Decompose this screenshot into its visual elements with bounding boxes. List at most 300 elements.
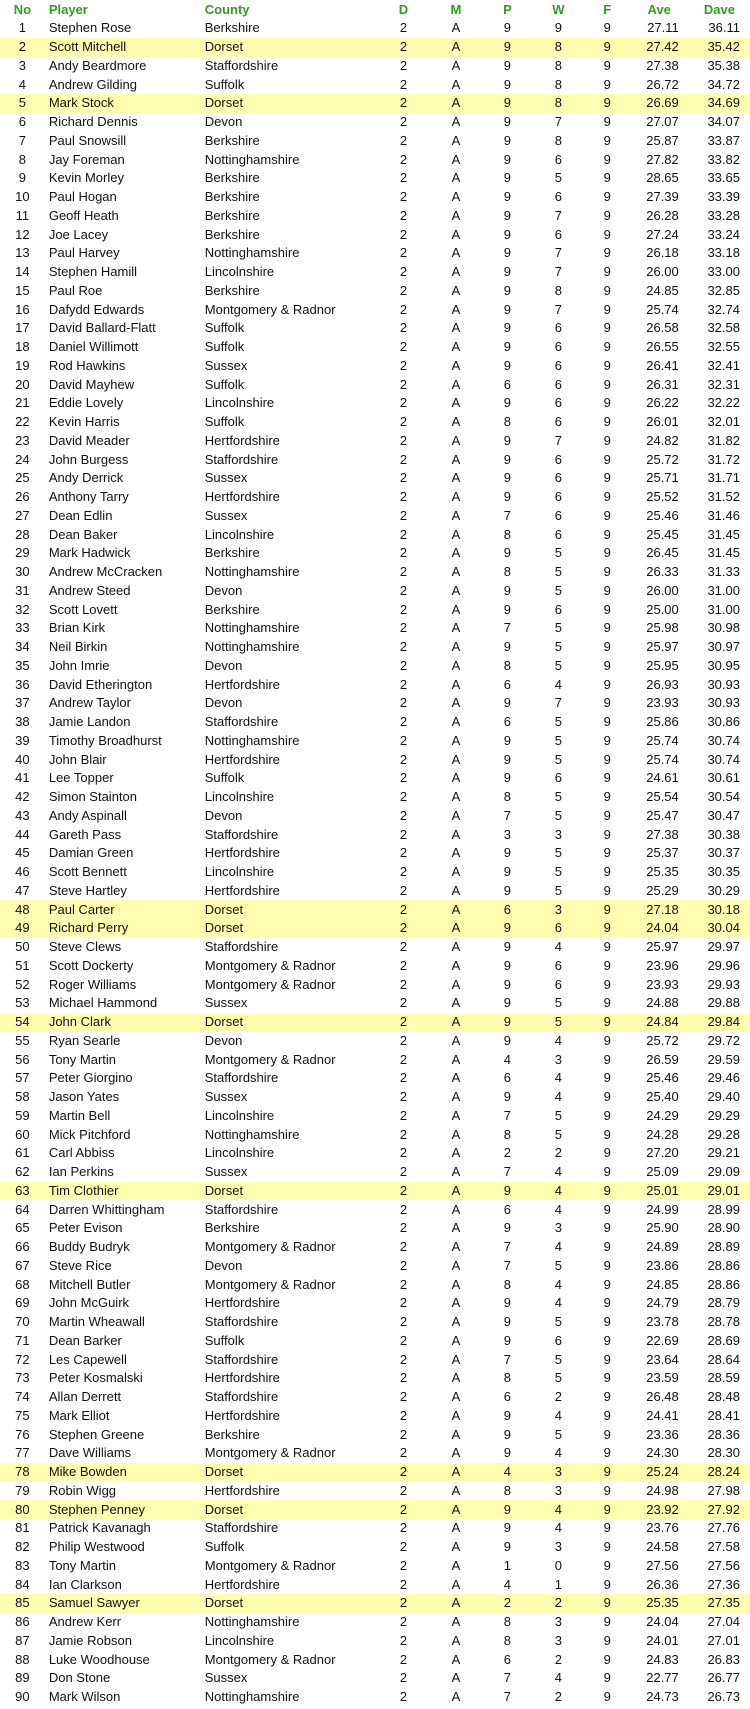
cell-county: Suffolk	[204, 770, 245, 786]
cell-ave: 24.04	[630, 919, 689, 938]
cell-dave: 33.18	[707, 245, 740, 261]
cell-dave: 34.72	[707, 76, 740, 92]
cell-p: 9	[503, 189, 512, 205]
cell-dave: 32.55	[707, 339, 740, 355]
cell-player: Simon Stainton	[48, 789, 137, 805]
cell-no: 31	[15, 582, 30, 598]
table-row	[0, 94, 750, 113]
cell-w: 7	[554, 114, 562, 130]
table-row	[0, 1032, 750, 1051]
cell-d: 2	[399, 732, 408, 748]
cell-f: 9	[603, 1220, 611, 1236]
cell-county: Devon	[204, 807, 243, 823]
cell-dave: 28.89	[707, 1239, 740, 1255]
cell-m: A	[451, 264, 461, 280]
cell-f: 9	[603, 1351, 611, 1367]
cell-m: A	[451, 1426, 461, 1442]
cell-county: Montgomery & Radnor	[204, 1445, 336, 1461]
cell-ave: 22.69	[646, 1332, 679, 1348]
cell-p: 9	[503, 1426, 512, 1442]
cell-player: Andrew Steed	[48, 582, 131, 598]
cell-ave: 24.82	[646, 432, 679, 448]
cell-player: Andrew McCracken	[48, 564, 163, 580]
cell-dave: 27.92	[689, 1500, 750, 1519]
cell-f: 9	[603, 1614, 611, 1630]
cell-no: 69	[15, 1295, 30, 1311]
cell-player: Jay Foreman	[48, 151, 125, 167]
table-row	[0, 807, 750, 826]
cell-p: 9	[483, 38, 532, 57]
cell-county: Hertfordshire	[204, 882, 280, 898]
cell-no: 13	[15, 245, 30, 261]
cell-p: 9	[503, 132, 512, 148]
cell-county: Hertfordshire	[204, 1576, 280, 1592]
table-row	[0, 1200, 750, 1219]
cell-m: A	[451, 114, 461, 130]
cell-w: 5	[554, 620, 562, 636]
cell-dave: 33.24	[707, 226, 740, 242]
cell-dave: 32.58	[707, 320, 740, 336]
cell-county: Staffordshire	[204, 1314, 279, 1330]
cell-f: 9	[603, 657, 611, 673]
cell-w: 6	[554, 451, 562, 467]
table-row	[0, 1069, 750, 1088]
cell-ave: 26.36	[646, 1576, 679, 1592]
cell-p: 9	[503, 57, 512, 73]
cell-f: 9	[603, 1670, 611, 1686]
cell-w: 3	[554, 1482, 562, 1498]
cell-player: Paul Harvey	[48, 245, 120, 261]
cell-p: 9	[483, 1182, 532, 1201]
cell-no: 67	[15, 1257, 30, 1273]
cell-no: 74	[15, 1389, 30, 1405]
cell-county: Berkshire	[204, 132, 260, 148]
cell-p: 9	[503, 1445, 512, 1461]
cell-player: Michael Hammond	[48, 995, 158, 1011]
cell-county: Dorset	[203, 1594, 378, 1613]
cell-ave: 24.79	[646, 1295, 679, 1311]
table-row	[0, 1050, 750, 1069]
cell-player: Joe Lacey	[48, 226, 109, 242]
cell-f: 9	[585, 1182, 630, 1201]
table-row	[0, 75, 750, 94]
cell-county: Lincolnshire	[204, 264, 275, 280]
table-row	[0, 1388, 750, 1407]
cell-w: 5	[554, 1314, 562, 1330]
cell-no: 85	[0, 1594, 45, 1613]
cell-county: Nottinghamshire	[204, 151, 300, 167]
cell-player: Dean Baker	[48, 526, 118, 542]
cell-ave: 26.01	[646, 414, 679, 430]
cell-dave: 31.71	[707, 470, 740, 486]
cell-w: 5	[554, 864, 562, 880]
cell-p: 9	[503, 114, 512, 130]
cell-no: 56	[15, 1051, 30, 1067]
cell-f: 9	[603, 882, 611, 898]
cell-no: 68	[15, 1276, 30, 1292]
cell-d: 2	[399, 939, 408, 955]
cell-county: Montgomery & Radnor	[204, 1276, 336, 1292]
table-row	[0, 788, 750, 807]
cell-d: 2	[399, 20, 408, 36]
cell-d: 2	[399, 770, 408, 786]
cell-f: 9	[603, 620, 611, 636]
cell-player: Andy Aspinall	[48, 807, 127, 823]
cell-dave: 31.46	[707, 507, 740, 523]
cell-m: A	[451, 1632, 461, 1648]
cell-w: 4	[554, 1670, 562, 1686]
cell-no: 53	[15, 995, 30, 1011]
cell-no: 83	[15, 1557, 30, 1573]
cell-county: Suffolk	[204, 1539, 245, 1555]
cell-player: Darren Whittingham	[48, 1201, 165, 1217]
cell-dave: 28.48	[707, 1389, 740, 1405]
cell-no: 46	[15, 864, 30, 880]
cell-m: A	[451, 1220, 461, 1236]
cell-player: Stephen Penney	[45, 1500, 203, 1519]
cell-w: 7	[554, 245, 562, 261]
cell-ave: 25.74	[646, 732, 679, 748]
cell-w: 5	[532, 1013, 585, 1032]
cell-f: 9	[603, 1445, 611, 1461]
cell-f: 9	[603, 1426, 611, 1442]
cell-m: A	[451, 151, 461, 167]
cell-w: 5	[554, 714, 562, 730]
cell-p: 9	[503, 639, 512, 655]
cell-ave: 25.52	[646, 489, 679, 505]
cell-m: A	[429, 1182, 483, 1201]
cell-f: 9	[603, 282, 611, 298]
cell-dave: 27.58	[707, 1539, 740, 1555]
cell-ave: 26.18	[646, 245, 679, 261]
cell-player: Scott Lovett	[48, 601, 118, 617]
cell-w: 8	[554, 76, 562, 92]
table-row	[0, 1238, 750, 1257]
cell-d: 2	[399, 545, 408, 561]
cell-m: A	[451, 1164, 461, 1180]
cell-m: A	[451, 1670, 461, 1686]
cell-p: 7	[503, 1351, 512, 1367]
cell-w: 1	[554, 1576, 562, 1592]
cell-county: Lincolnshire	[204, 1632, 275, 1648]
cell-p: 9	[503, 320, 512, 336]
cell-ave: 25.95	[646, 657, 679, 673]
cell-no: 14	[15, 264, 30, 280]
cell-m: A	[451, 1332, 461, 1348]
cell-m: A	[451, 1051, 461, 1067]
cell-no: 24	[15, 451, 30, 467]
cell-ave: 26.69	[630, 94, 689, 113]
cell-dave: 29.46	[707, 1070, 740, 1086]
cell-w: 2	[554, 1689, 562, 1705]
cell-no: 70	[15, 1314, 30, 1330]
cell-player: Geoff Heath	[48, 207, 119, 223]
cell-dave: 30.61	[707, 770, 740, 786]
cell-ave: 26.45	[646, 545, 679, 561]
cell-m: A	[451, 807, 461, 823]
cell-m: A	[451, 545, 461, 561]
cell-dave: 32.85	[707, 282, 740, 298]
cell-d: 2	[399, 226, 408, 242]
cell-d: 2	[399, 1557, 408, 1573]
cell-dave: 29.72	[707, 1032, 740, 1048]
cell-w: 4	[554, 939, 562, 955]
cell-p: 9	[503, 339, 512, 355]
cell-county: Sussex	[204, 357, 248, 373]
cell-dave: 27.76	[707, 1520, 740, 1536]
cell-dave: 30.18	[689, 900, 750, 919]
cell-m: A	[451, 732, 461, 748]
cell-w: 3	[554, 1051, 562, 1067]
cell-w: 5	[554, 807, 562, 823]
table-row	[0, 694, 750, 713]
cell-dave: 29.28	[707, 1126, 740, 1142]
cell-p: 7	[503, 1239, 512, 1255]
cell-w: 2	[554, 1651, 562, 1667]
cell-w: 6	[554, 339, 562, 355]
cell-no: 88	[15, 1651, 30, 1667]
cell-m: A	[451, 751, 461, 767]
cell-p: 8	[503, 1614, 512, 1630]
cell-dave: 31.72	[707, 451, 740, 467]
cell-w: 5	[554, 751, 562, 767]
cell-p: 9	[503, 582, 512, 598]
cell-ave: 25.86	[646, 714, 679, 730]
cell-m: A	[429, 919, 483, 938]
cell-m: A	[451, 1520, 461, 1536]
cell-w: 7	[554, 264, 562, 280]
cell-ave: 26.93	[646, 676, 679, 692]
table-row	[0, 488, 750, 507]
cell-player: Martin Wheawall	[48, 1314, 145, 1330]
cell-f: 9	[603, 57, 611, 73]
cell-dave: 33.82	[707, 151, 740, 167]
cell-dave: 30.74	[707, 751, 740, 767]
cell-d: 2	[399, 1332, 408, 1348]
cell-county: Nottinghamshire	[204, 732, 300, 748]
cell-no: 87	[15, 1632, 30, 1648]
table-row	[0, 1013, 750, 1032]
cell-no: 75	[15, 1407, 30, 1423]
cell-f: 9	[603, 845, 611, 861]
table-body	[0, 19, 750, 1707]
cell-m: A	[451, 282, 461, 298]
cell-p: 6	[503, 1201, 512, 1217]
cell-m: A	[451, 976, 461, 992]
cell-d: 2	[399, 207, 408, 223]
cell-w: 5	[554, 789, 562, 805]
cell-p: 6	[503, 1070, 512, 1086]
cell-m: A	[451, 657, 461, 673]
cell-m: A	[429, 94, 483, 113]
cell-no: 16	[15, 301, 30, 317]
cell-ave: 22.77	[646, 1670, 679, 1686]
cell-dave: 30.98	[707, 620, 740, 636]
cell-m: A	[451, 320, 461, 336]
cell-county: Dorset	[203, 1463, 378, 1482]
cell-ave: 26.59	[646, 1051, 679, 1067]
cell-m: A	[451, 207, 461, 223]
cell-ave: 27.20	[646, 1145, 679, 1161]
cell-f: 9	[585, 1500, 630, 1519]
cell-d: 2	[399, 1370, 408, 1386]
cell-dave: 26.73	[707, 1689, 740, 1705]
header-row	[0, 0, 750, 19]
cell-f: 9	[603, 1332, 611, 1348]
cell-f: 9	[603, 789, 611, 805]
cell-w: 6	[554, 957, 562, 973]
cell-d: 2	[399, 132, 408, 148]
cell-player: Scott Mitchell	[45, 38, 203, 57]
table-row	[0, 1650, 750, 1669]
cell-ave: 24.30	[646, 1445, 679, 1461]
cell-p: 9	[503, 957, 512, 973]
cell-f: 9	[603, 545, 611, 561]
cell-county: Lincolnshire	[204, 526, 275, 542]
cell-f: 9	[603, 395, 611, 411]
cell-ave: 25.97	[646, 939, 679, 955]
cell-p: 9	[503, 882, 512, 898]
cell-dave: 30.93	[707, 676, 740, 692]
cell-ave: 24.61	[646, 770, 679, 786]
cell-d: 2	[399, 582, 408, 598]
cell-ave: 23.92	[630, 1500, 689, 1519]
cell-p: 7	[503, 1257, 512, 1273]
cell-county: Staffordshire	[204, 1520, 279, 1536]
cell-m: A	[451, 957, 461, 973]
cell-p: 9	[503, 995, 512, 1011]
cell-no: 72	[15, 1351, 30, 1367]
cell-m: A	[451, 882, 461, 898]
cell-player: Allan Derrett	[48, 1389, 122, 1405]
cell-no: 20	[15, 376, 30, 392]
table-row	[0, 319, 750, 338]
cell-d: 2	[399, 1145, 408, 1161]
cell-county: Suffolk	[204, 414, 245, 430]
table-row	[0, 563, 750, 582]
cell-no: 38	[15, 714, 30, 730]
table-row	[0, 469, 750, 488]
cell-f: 9	[603, 301, 611, 317]
cell-county: Suffolk	[204, 339, 245, 355]
cell-county: Staffordshire	[204, 57, 279, 73]
cell-m: A	[451, 995, 461, 1011]
cell-no: 37	[15, 695, 30, 711]
cell-county: Hertfordshire	[204, 676, 280, 692]
cell-f: 9	[603, 1651, 611, 1667]
table-row	[0, 1557, 750, 1576]
cell-player: Richard Perry	[45, 919, 203, 938]
cell-ave: 25.37	[646, 845, 679, 861]
cell-dave: 31.00	[707, 582, 740, 598]
cell-no: 11	[15, 207, 30, 223]
cell-dave: 28.30	[707, 1445, 740, 1461]
cell-d: 2	[399, 1314, 408, 1330]
cell-m: A	[451, 1557, 461, 1573]
cell-no: 55	[15, 1032, 30, 1048]
cell-no: 49	[0, 919, 45, 938]
cell-d: 2	[399, 1407, 408, 1423]
cell-w: 7	[554, 432, 562, 448]
cell-dave: 32.31	[707, 376, 740, 392]
cell-county: Dorset	[203, 1013, 378, 1032]
cell-county: Staffordshire	[204, 826, 279, 842]
cell-f: 9	[603, 1576, 611, 1592]
cell-no: 35	[15, 657, 30, 673]
cell-no: 90	[15, 1689, 30, 1705]
cell-p: 9	[503, 751, 512, 767]
cell-ave: 26.41	[646, 357, 679, 373]
cell-county: Suffolk	[204, 376, 245, 392]
cell-f: 9	[603, 1145, 611, 1161]
cell-player: Philip Westwood	[48, 1539, 145, 1555]
table-row	[0, 1275, 750, 1294]
cell-dave: 28.79	[707, 1295, 740, 1311]
cell-county: Nottinghamshire	[204, 245, 300, 261]
cell-player: Paul Roe	[48, 282, 103, 298]
cell-player: Richard Dennis	[48, 114, 138, 130]
cell-f: 9	[585, 919, 630, 938]
cell-w: 5	[554, 1257, 562, 1273]
cell-player: Don Stone	[48, 1670, 111, 1686]
cell-p: 9	[503, 451, 512, 467]
cell-no: 51	[15, 957, 30, 973]
cell-d: 2	[399, 1482, 408, 1498]
cell-f: 9	[603, 1070, 611, 1086]
cell-d: 2	[399, 282, 408, 298]
cell-dave: 33.28	[707, 207, 740, 223]
table-row	[0, 432, 750, 451]
cell-county: Staffordshire	[204, 714, 279, 730]
cell-d: 2	[399, 1445, 408, 1461]
cell-dave: 28.90	[707, 1220, 740, 1236]
cell-dave: 28.36	[707, 1426, 740, 1442]
cell-p: 9	[503, 1332, 512, 1348]
cell-p: 9	[503, 732, 512, 748]
cell-ave: 25.00	[646, 601, 679, 617]
cell-d: 2	[399, 1239, 408, 1255]
cell-m: A	[451, 132, 461, 148]
cell-county: Sussex	[204, 470, 248, 486]
cell-p: 9	[503, 282, 512, 298]
cell-player: Dave Williams	[48, 1445, 132, 1461]
cell-f: 9	[603, 695, 611, 711]
cell-player: Andrew Kerr	[48, 1614, 122, 1630]
cell-dave: 33.87	[707, 132, 740, 148]
cell-p: 3	[503, 826, 512, 842]
cell-ave: 27.42	[630, 38, 689, 57]
cell-d: 2	[399, 1126, 408, 1142]
cell-dave: 31.52	[707, 489, 740, 505]
cell-w: 5	[554, 1351, 562, 1367]
cell-m: A	[451, 601, 461, 617]
cell-player: John Burgess	[48, 451, 129, 467]
cell-ave: 27.18	[630, 900, 689, 919]
cell-f: 9	[603, 20, 611, 36]
cell-county: Dorset	[203, 919, 378, 938]
cell-m: A	[429, 900, 483, 919]
cell-f: 9	[603, 357, 611, 373]
table-row	[0, 844, 750, 863]
cell-p: 6	[503, 376, 512, 392]
cell-no: 78	[0, 1463, 45, 1482]
cell-dave: 30.54	[707, 789, 740, 805]
cell-f: 9	[585, 900, 630, 919]
cell-f: 9	[603, 1126, 611, 1142]
header-county: County	[204, 2, 250, 17]
cell-county: Berkshire	[204, 545, 260, 561]
cell-ave: 27.38	[646, 57, 679, 73]
